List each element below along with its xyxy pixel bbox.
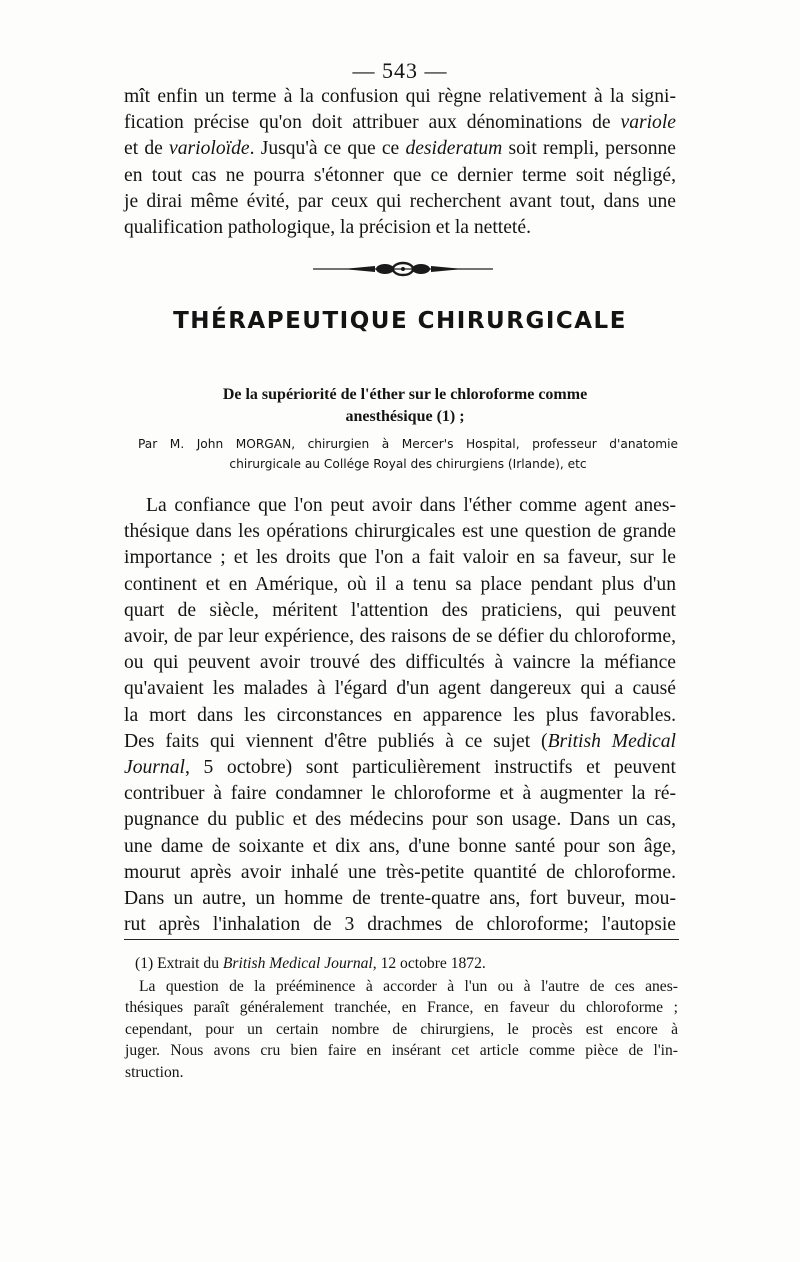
footnote-line — [125, 953, 678, 974]
byline-line: chirurgicale au Collége Royal des chirurgiens (Irlande), etc — [229, 457, 587, 471]
intro-paragraph — [124, 84, 676, 241]
footnote-line: juger. Nous avons cru bien faire en insérant cet article comme pièce de l'in- — [125, 1042, 678, 1060]
page-number: — 543 — — [352, 58, 448, 83]
text-line: La confiance que l'on peut avoir dans l'éther comme agent anes- — [146, 495, 676, 516]
text-line — [124, 136, 676, 162]
text-line: mourut après avoir inhalé une très-petite quantité de chloroforme. — [124, 861, 676, 883]
text-line: pugnance du public et des médecins pour son usage. Dans un cas, — [124, 809, 676, 831]
footnote-1 — [125, 953, 678, 974]
byline-line: Par M. John MORGAN, chirurgien à Mercer's Hospital, professeur d'anatomie — [138, 437, 678, 451]
body-paragraph — [124, 493, 676, 938]
footnote-line: thésiques paraît généralement tranchée, en France, en faveur du chloroforme ; — [125, 999, 678, 1017]
text-line: qu'avaient les malades à l'égard d'un agent dangereux qui a causé — [124, 678, 676, 700]
text-span: . Jusqu'à ce que ce — [249, 138, 406, 160]
footnote-line: struction. — [125, 1063, 184, 1081]
text-line: contribuer à faire condamner le chloroforme et à augmenter la ré- — [124, 783, 676, 805]
text-span: Des faits qui viennent d'être publiés à ce sujet ( — [124, 730, 548, 752]
text-span: fication précise qu'on doit attribuer aux dénominations de — [124, 112, 621, 134]
italic-journal-name: British Medical — [547, 730, 676, 752]
section-title: THÉRAPEUTIQUE CHIRURGICALE — [173, 308, 627, 334]
text-line: une dame de soixante et dix ans, d'une bonne santé pour son âge, — [124, 835, 676, 857]
text-span: , 5 octobre) sont particulièrement instructifs et peuvent — [184, 757, 676, 779]
italic-term-desideratum: desideratum — [405, 138, 503, 160]
article-title — [150, 384, 660, 428]
italic-term-varioloide: varioloïde — [169, 138, 250, 160]
text-line: je dirai même évité, par ceux qui recherchent avant tout, dans une — [124, 190, 676, 212]
footnote-line: La question de la prééminence à accorder à l'un ou à l'autre de ces anes- — [139, 978, 678, 995]
text-line: ou qui peuvent avoir trouvé des difficultés à vaincre la méfiance — [124, 652, 676, 674]
article-title-line: anesthésique (1) ; — [345, 408, 465, 425]
italic-term-variole: variole — [620, 112, 676, 134]
text-line: importance ; et les droits que l'on a fait valoir en sa faveur, sur le — [124, 547, 676, 569]
text-span: (1) Extrait du — [135, 955, 223, 972]
author-byline — [138, 434, 678, 474]
section-divider-ornament — [313, 258, 493, 278]
footnote-2 — [125, 976, 678, 1083]
article-title-line: De la supériorité de l'éther sur le chloroforme comme — [222, 386, 588, 403]
text-line — [124, 755, 676, 781]
text-line: rut après l'inhalation de 3 drachmes de chloroforme; l'autopsie — [124, 914, 676, 936]
text-span: soit rempli, personne — [502, 138, 676, 160]
text-line: la mort dans les circonstances en apparence les plus favorables. — [124, 704, 676, 726]
text-span: et de — [124, 138, 170, 160]
text-line: avoir, de par leur expérience, des raisons de se défier du chloroforme, — [124, 626, 676, 648]
text-line: en tout cas ne pourra s'étonner que ce dernier terme soit négligé, — [124, 164, 676, 186]
text-line: mît enfin un terme à la confusion qui règne relativement à la signi- — [124, 86, 676, 107]
text-line: thésique dans les opérations chirurgicales est une question de grande — [124, 521, 676, 543]
italic-journal-name: British Medical Journal — [222, 955, 373, 972]
text-line: Dans un autre, un homme de trente-quatre ans, fort buveur, mou- — [124, 888, 676, 910]
footnote-line: cependant, pour un certain nombre de chirurgiens, le procès est encore à — [125, 1020, 678, 1038]
text-line: qualification pathologique, la précision et la netteté. — [124, 217, 531, 239]
text-line: quart de siècle, méritent l'attention des praticiens, qui peuvent — [124, 599, 676, 621]
text-line: continent et en Amérique, où il a tenu sa place pendant plus d'un — [124, 573, 676, 595]
text-line — [124, 729, 676, 755]
text-span: , 12 octobre 1872. — [372, 955, 486, 972]
text-line — [124, 110, 676, 136]
italic-journal-name: Journal — [124, 757, 185, 779]
footnote-divider — [124, 939, 679, 940]
